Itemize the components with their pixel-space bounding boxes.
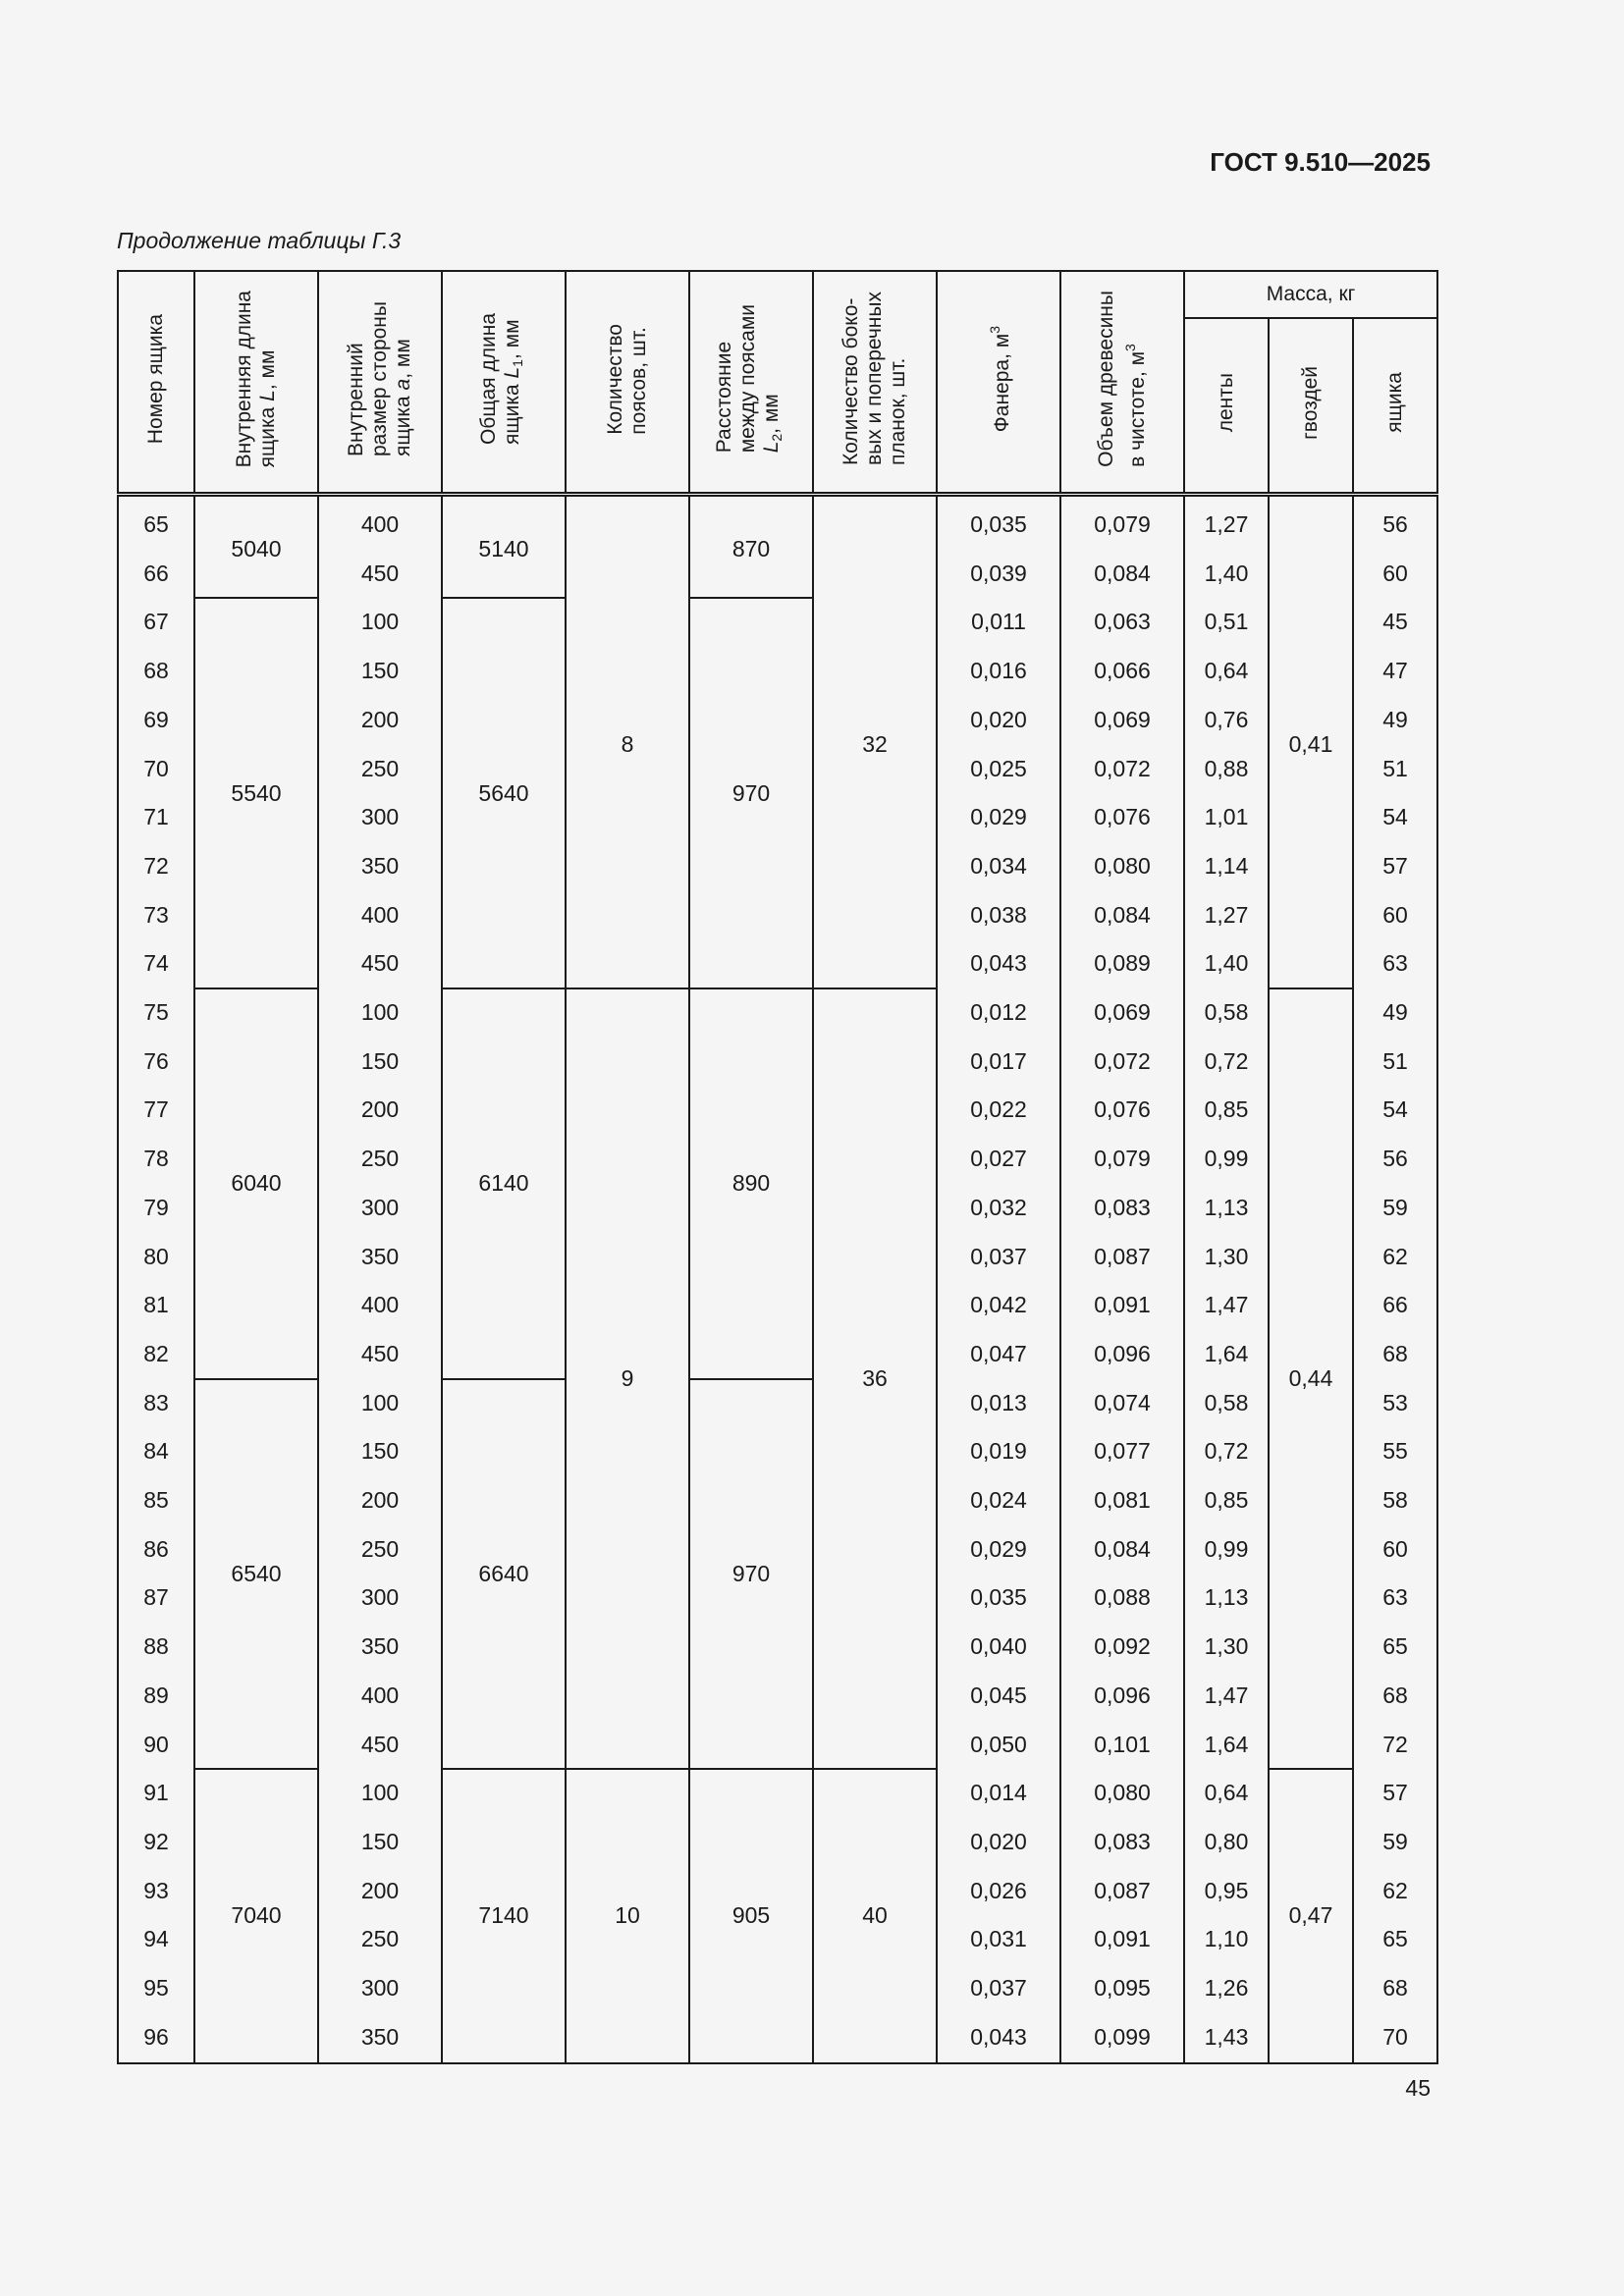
belt-distance-cell: 970 <box>689 1379 813 1770</box>
mass-tape-cell: 0,99 <box>1184 1135 1269 1184</box>
plywood-cell: 0,050 <box>937 1721 1060 1770</box>
wood-volume-cell: 0,088 <box>1060 1574 1184 1623</box>
mass-tape-cell: 1,30 <box>1184 1623 1269 1672</box>
box-number-cell: 65 <box>118 495 194 550</box>
box-number-cell: 94 <box>118 1915 194 1964</box>
mass-tape-cell: 1,64 <box>1184 1330 1269 1379</box>
plywood-cell: 0,039 <box>937 550 1060 599</box>
inner-side-cell: 450 <box>318 939 442 988</box>
mass-tape-cell: 0,64 <box>1184 647 1269 696</box>
total-length-cell: 5640 <box>442 598 566 988</box>
total-length-cell: 7140 <box>442 1769 566 2062</box>
plywood-cell: 0,026 <box>937 1867 1060 1916</box>
mass-tape-cell: 1,64 <box>1184 1721 1269 1770</box>
mass-tape-cell: 1,40 <box>1184 939 1269 988</box>
mass-tape-cell: 0,85 <box>1184 1086 1269 1135</box>
inner-side-cell: 300 <box>318 793 442 842</box>
belt-distance-cell: 970 <box>689 598 813 988</box>
belt-distance-cell: 890 <box>689 988 813 1379</box>
header-wood-volume: Объем древесины в чистоте, $м^3$ <box>1060 271 1184 495</box>
inner-side-cell: 350 <box>318 2013 442 2063</box>
inner-side-cell: 100 <box>318 988 442 1038</box>
wood-volume-cell: 0,087 <box>1060 1867 1184 1916</box>
belt-distance-cell: 905 <box>689 1769 813 2062</box>
mass-box-cell: 51 <box>1353 1038 1437 1087</box>
belt-distance-cell: 870 <box>689 495 813 599</box>
plywood-cell: 0,017 <box>937 1038 1060 1087</box>
table-caption: Продолжение таблицы Г.3 <box>117 228 402 253</box>
mass-box-cell: 70 <box>1353 2013 1437 2063</box>
belts-count-cell: 10 <box>566 1769 689 2062</box>
wood-volume-cell: 0,080 <box>1060 842 1184 891</box>
wood-volume-cell: 0,079 <box>1060 495 1184 550</box>
mass-tape-cell: 0,64 <box>1184 1769 1269 1818</box>
wood-volume-cell: 0,076 <box>1060 1086 1184 1135</box>
wood-volume-cell: 0,063 <box>1060 598 1184 647</box>
mass-box-cell: 68 <box>1353 1964 1437 2013</box>
mass-tape-cell: 0,80 <box>1184 1818 1269 1867</box>
wood-volume-cell: 0,083 <box>1060 1184 1184 1233</box>
inner-side-cell: 100 <box>318 598 442 647</box>
wood-volume-cell: 0,091 <box>1060 1281 1184 1330</box>
plywood-cell: 0,029 <box>937 1525 1060 1575</box>
header-slats-count: Количество боко- вых и поперечных планок, шт. <box>813 271 937 495</box>
inner-length-cell: 6040 <box>194 988 318 1379</box>
mass-tape-cell: 0,76 <box>1184 696 1269 745</box>
inner-side-cell: 100 <box>318 1769 442 1818</box>
mass-tape-cell: 1,27 <box>1184 495 1269 550</box>
mass-box-cell: 54 <box>1353 1086 1437 1135</box>
document-code: ГОСТ 9.510—2025 <box>1210 147 1431 177</box>
mass-tape-cell: 1,26 <box>1184 1964 1269 2013</box>
inner-length-cell: 7040 <box>194 1769 318 2062</box>
plywood-cell: 0,014 <box>937 1769 1060 1818</box>
wood-volume-cell: 0,083 <box>1060 1818 1184 1867</box>
plywood-cell: 0,043 <box>937 939 1060 988</box>
mass-nails-cell: 0,47 <box>1269 1769 1353 2062</box>
mass-tape-cell: 1,40 <box>1184 550 1269 599</box>
mass-tape-cell: 0,72 <box>1184 1427 1269 1476</box>
box-number-cell: 85 <box>118 1476 194 1525</box>
header-mass-group: Масса, кг <box>1184 271 1437 318</box>
plywood-cell: 0,016 <box>937 647 1060 696</box>
mass-tape-cell: 0,72 <box>1184 1038 1269 1087</box>
mass-box-cell: 68 <box>1353 1672 1437 1721</box>
box-number-cell: 71 <box>118 793 194 842</box>
mass-nails-cell: 0,44 <box>1269 988 1353 1769</box>
mass-box-cell: 51 <box>1353 745 1437 794</box>
mass-box-cell: 59 <box>1353 1184 1437 1233</box>
table-row <box>118 1769 1437 1818</box>
plywood-cell: 0,045 <box>937 1672 1060 1721</box>
inner-length-cell: 5540 <box>194 598 318 988</box>
header-box-number: Номер ящика <box>118 271 194 495</box>
plywood-cell: 0,047 <box>937 1330 1060 1379</box>
box-number-cell: 78 <box>118 1135 194 1184</box>
plywood-cell: 0,019 <box>937 1427 1060 1476</box>
box-number-cell: 82 <box>118 1330 194 1379</box>
plywood-cell: 0,022 <box>937 1086 1060 1135</box>
box-number-cell: 67 <box>118 598 194 647</box>
slats-count-cell: 32 <box>813 495 937 989</box>
mass-nails-cell: 0,41 <box>1269 495 1353 989</box>
box-number-cell: 75 <box>118 988 194 1038</box>
wood-volume-cell: 0,081 <box>1060 1476 1184 1525</box>
mass-tape-cell: 0,88 <box>1184 745 1269 794</box>
mass-box-cell: 63 <box>1353 1574 1437 1623</box>
wood-volume-cell: 0,069 <box>1060 696 1184 745</box>
mass-box-cell: 57 <box>1353 842 1437 891</box>
mass-tape-cell: 0,95 <box>1184 1867 1269 1916</box>
belts-count-cell: 8 <box>566 495 689 989</box>
box-number-cell: 74 <box>118 939 194 988</box>
plywood-cell: 0,035 <box>937 1574 1060 1623</box>
plywood-cell: 0,032 <box>937 1184 1060 1233</box>
wood-volume-cell: 0,095 <box>1060 1964 1184 2013</box>
header-mass-box: ящика <box>1353 318 1437 495</box>
plywood-cell: 0,013 <box>937 1379 1060 1428</box>
box-number-cell: 79 <box>118 1184 194 1233</box>
inner-side-cell: 250 <box>318 1525 442 1575</box>
inner-side-cell: 450 <box>318 550 442 599</box>
mass-box-cell: 60 <box>1353 1525 1437 1575</box>
mass-tape-cell: 1,30 <box>1184 1233 1269 1282</box>
header-mass-nails: гвоздей <box>1269 318 1353 495</box>
inner-side-cell: 350 <box>318 1623 442 1672</box>
mass-box-cell: 65 <box>1353 1915 1437 1964</box>
mass-box-cell: 68 <box>1353 1330 1437 1379</box>
mass-tape-cell: 0,51 <box>1184 598 1269 647</box>
wood-volume-cell: 0,072 <box>1060 1038 1184 1087</box>
table-row <box>118 1379 1437 1428</box>
wood-volume-cell: 0,092 <box>1060 1623 1184 1672</box>
box-number-cell: 83 <box>118 1379 194 1428</box>
plywood-cell: 0,027 <box>937 1135 1060 1184</box>
plywood-cell: 0,025 <box>937 745 1060 794</box>
inner-side-cell: 250 <box>318 1915 442 1964</box>
header-belt-distance: Расстояние между поясами $L_2$, мм <box>689 271 813 495</box>
header-mass-tape: ленты <box>1184 318 1269 495</box>
inner-length-cell: 6540 <box>194 1379 318 1770</box>
mass-box-cell: 45 <box>1353 598 1437 647</box>
wood-volume-cell: 0,072 <box>1060 745 1184 794</box>
inner-side-cell: 300 <box>318 1964 442 2013</box>
plywood-cell: 0,040 <box>937 1623 1060 1672</box>
inner-side-cell: 400 <box>318 1672 442 1721</box>
inner-side-cell: 450 <box>318 1330 442 1379</box>
mass-tape-cell: 1,27 <box>1184 891 1269 940</box>
box-number-cell: 87 <box>118 1574 194 1623</box>
mass-tape-cell: 0,58 <box>1184 988 1269 1038</box>
box-number-cell: 80 <box>118 1233 194 1282</box>
mass-tape-cell: 1,13 <box>1184 1574 1269 1623</box>
mass-tape-cell: 0,99 <box>1184 1525 1269 1575</box>
box-number-cell: 68 <box>118 647 194 696</box>
inner-side-cell: 150 <box>318 647 442 696</box>
total-length-cell: 6140 <box>442 988 566 1379</box>
mass-tape-cell: 0,58 <box>1184 1379 1269 1428</box>
mass-box-cell: 62 <box>1353 1233 1437 1282</box>
box-number-cell: 89 <box>118 1672 194 1721</box>
box-number-cell: 86 <box>118 1525 194 1575</box>
plywood-cell: 0,037 <box>937 1233 1060 1282</box>
box-number-cell: 92 <box>118 1818 194 1867</box>
box-number-cell: 88 <box>118 1623 194 1672</box>
data-table <box>117 270 1438 2064</box>
mass-tape-cell: 1,10 <box>1184 1915 1269 1964</box>
box-number-cell: 84 <box>118 1427 194 1476</box>
wood-volume-cell: 0,074 <box>1060 1379 1184 1428</box>
mass-tape-cell: 1,01 <box>1184 793 1269 842</box>
page-number: 45 <box>1405 2075 1431 2101</box>
plywood-cell: 0,020 <box>937 1818 1060 1867</box>
inner-side-cell: 100 <box>318 1379 442 1428</box>
table-row <box>118 495 1437 550</box>
inner-side-cell: 200 <box>318 1476 442 1525</box>
wood-volume-cell: 0,084 <box>1060 891 1184 940</box>
wood-volume-cell: 0,096 <box>1060 1330 1184 1379</box>
plywood-cell: 0,024 <box>937 1476 1060 1525</box>
mass-tape-cell: 1,14 <box>1184 842 1269 891</box>
box-number-cell: 77 <box>118 1086 194 1135</box>
header-belts-count: Количество поясов, шт. <box>566 271 689 495</box>
plywood-cell: 0,038 <box>937 891 1060 940</box>
box-number-cell: 90 <box>118 1721 194 1770</box>
plywood-cell: 0,029 <box>937 793 1060 842</box>
inner-side-cell: 250 <box>318 745 442 794</box>
mass-box-cell: 54 <box>1353 793 1437 842</box>
wood-volume-cell: 0,066 <box>1060 647 1184 696</box>
box-number-cell: 72 <box>118 842 194 891</box>
header-inner-side: Внутренний размер стороны ящика a, мм <box>318 271 442 495</box>
inner-side-cell: 400 <box>318 1281 442 1330</box>
mass-box-cell: 49 <box>1353 988 1437 1038</box>
inner-side-cell: 200 <box>318 696 442 745</box>
mass-tape-cell: 1,43 <box>1184 2013 1269 2063</box>
wood-volume-cell: 0,089 <box>1060 939 1184 988</box>
inner-side-cell: 300 <box>318 1574 442 1623</box>
wood-volume-cell: 0,084 <box>1060 550 1184 599</box>
slats-count-cell: 40 <box>813 1769 937 2062</box>
mass-box-cell: 63 <box>1353 939 1437 988</box>
box-number-cell: 93 <box>118 1867 194 1916</box>
mass-box-cell: 57 <box>1353 1769 1437 1818</box>
inner-side-cell: 150 <box>318 1818 442 1867</box>
plywood-cell: 0,035 <box>937 495 1060 550</box>
box-number-cell: 96 <box>118 2013 194 2063</box>
box-number-cell: 81 <box>118 1281 194 1330</box>
mass-box-cell: 65 <box>1353 1623 1437 1672</box>
total-length-cell: 6640 <box>442 1379 566 1770</box>
wood-volume-cell: 0,077 <box>1060 1427 1184 1476</box>
inner-side-cell: 350 <box>318 842 442 891</box>
total-length-cell: 5140 <box>442 495 566 599</box>
header-plywood: Фанера, $м^3$ <box>937 271 1060 495</box>
mass-box-cell: 62 <box>1353 1867 1437 1916</box>
mass-box-cell: 47 <box>1353 647 1437 696</box>
table-row <box>118 988 1437 1038</box>
inner-side-cell: 250 <box>318 1135 442 1184</box>
box-number-cell: 95 <box>118 1964 194 2013</box>
mass-tape-cell: 0,85 <box>1184 1476 1269 1525</box>
mass-box-cell: 72 <box>1353 1721 1437 1770</box>
box-number-cell: 70 <box>118 745 194 794</box>
table-body <box>118 495 1437 2063</box>
inner-side-cell: 200 <box>318 1086 442 1135</box>
header-total-length: Общая длина ящика $L_1$, мм <box>442 271 566 495</box>
plywood-cell: 0,043 <box>937 2013 1060 2063</box>
inner-side-cell: 400 <box>318 891 442 940</box>
wood-volume-cell: 0,101 <box>1060 1721 1184 1770</box>
plywood-cell: 0,042 <box>937 1281 1060 1330</box>
mass-box-cell: 49 <box>1353 696 1437 745</box>
mass-box-cell: 56 <box>1353 1135 1437 1184</box>
inner-side-cell: 200 <box>318 1867 442 1916</box>
plywood-cell: 0,012 <box>937 988 1060 1038</box>
mass-box-cell: 58 <box>1353 1476 1437 1525</box>
box-number-cell: 73 <box>118 891 194 940</box>
mass-tape-cell: 1,47 <box>1184 1672 1269 1721</box>
wood-volume-cell: 0,079 <box>1060 1135 1184 1184</box>
mass-box-cell: 55 <box>1353 1427 1437 1476</box>
mass-tape-cell: 1,47 <box>1184 1281 1269 1330</box>
wood-volume-cell: 0,076 <box>1060 793 1184 842</box>
inner-side-cell: 350 <box>318 1233 442 1282</box>
wood-volume-cell: 0,069 <box>1060 988 1184 1038</box>
table-row <box>118 598 1437 647</box>
slats-count-cell: 36 <box>813 988 937 1769</box>
mass-box-cell: 66 <box>1353 1281 1437 1330</box>
plywood-cell: 0,037 <box>937 1964 1060 2013</box>
wood-volume-cell: 0,091 <box>1060 1915 1184 1964</box>
inner-side-cell: 300 <box>318 1184 442 1233</box>
plywood-cell: 0,011 <box>937 598 1060 647</box>
wood-volume-cell: 0,099 <box>1060 2013 1184 2063</box>
wood-volume-cell: 0,080 <box>1060 1769 1184 1818</box>
box-number-cell: 69 <box>118 696 194 745</box>
mass-box-cell: 56 <box>1353 495 1437 550</box>
mass-box-cell: 59 <box>1353 1818 1437 1867</box>
inner-side-cell: 450 <box>318 1721 442 1770</box>
header-inner-length: Внутренняя длина ящика L, мм <box>194 271 318 495</box>
box-number-cell: 91 <box>118 1769 194 1818</box>
plywood-cell: 0,034 <box>937 842 1060 891</box>
inner-side-cell: 150 <box>318 1038 442 1087</box>
belts-count-cell: 9 <box>566 988 689 1769</box>
box-number-cell: 76 <box>118 1038 194 1087</box>
inner-side-cell: 400 <box>318 495 442 550</box>
mass-box-cell: 60 <box>1353 550 1437 599</box>
wood-volume-cell: 0,084 <box>1060 1525 1184 1575</box>
wood-volume-cell: 0,087 <box>1060 1233 1184 1282</box>
inner-length-cell: 5040 <box>194 495 318 599</box>
box-number-cell: 66 <box>118 550 194 599</box>
wood-volume-cell: 0,096 <box>1060 1672 1184 1721</box>
mass-tape-cell: 1,13 <box>1184 1184 1269 1233</box>
plywood-cell: 0,020 <box>937 696 1060 745</box>
mass-box-cell: 53 <box>1353 1379 1437 1428</box>
mass-box-cell: 60 <box>1353 891 1437 940</box>
inner-side-cell: 150 <box>318 1427 442 1476</box>
plywood-cell: 0,031 <box>937 1915 1060 1964</box>
